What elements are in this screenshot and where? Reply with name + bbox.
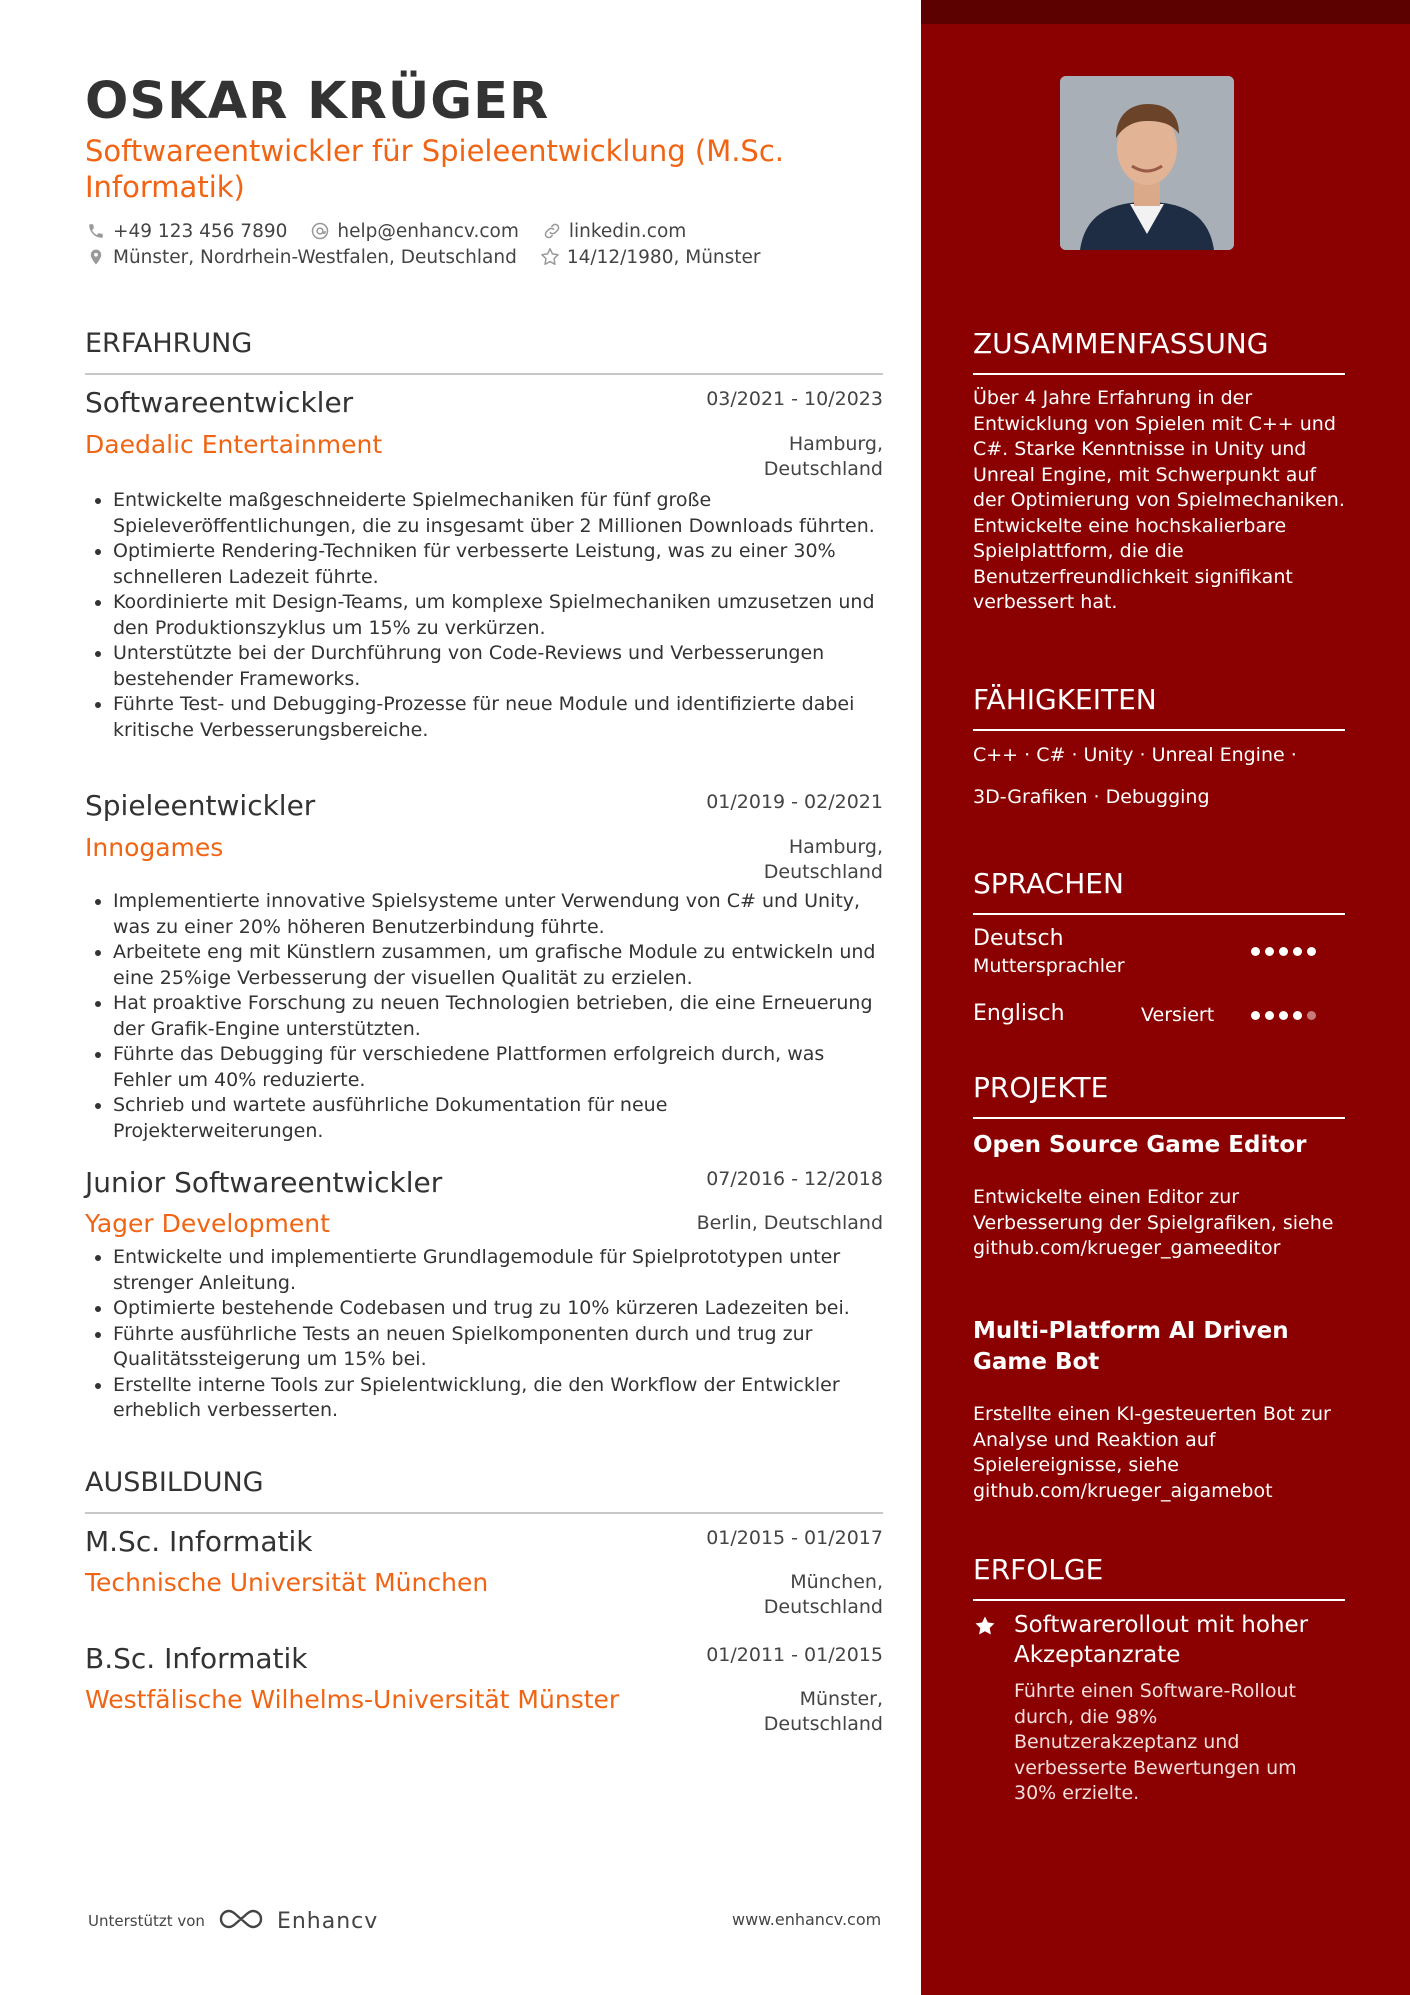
profile-photo [1060, 76, 1234, 250]
degree: M.Sc. Informatik [85, 1525, 313, 1558]
star-outline-icon [539, 246, 561, 268]
bullet: • Unterstützte bei der Durchführung von Code-Reviews und Verbesserungen bestehender Frameworks. [113, 641, 883, 692]
education-date: 01/2011 - 01/2015 [706, 1644, 883, 1666]
language-level: Versiert [1141, 1004, 1215, 1026]
job-date: 07/2016 - 12/2018 [706, 1168, 883, 1190]
rating-dot [1307, 947, 1316, 956]
job-company: Daedalic Entertainment [85, 430, 383, 459]
bullet: • Führte das Debugging für verschiedene Plattformen erfolgreich durch, was Fehler um 40% reduzierte. [113, 1042, 883, 1093]
contact-row-2 [85, 246, 761, 268]
rating-dot [1251, 947, 1260, 956]
rating-dot [1265, 1011, 1274, 1020]
birth-text: 14/12/1980, Münster [566, 246, 761, 268]
at-icon [309, 220, 331, 242]
bullet: • Entwickelte und implementierte Grundlagemodule für Spielprototypen unter strenger Anleitung. [113, 1245, 883, 1296]
summary-text: Über 4 Jahre Erfahrung in der Entwicklung von Spielen mit C++ und C#. Starke Kenntnisse in Unity und Unreal Engine, mit Schwerpunkt auf der Optimierung von Spielmechaniken. Entwickelte eine hochskalierbare Spielplattform, die die Benutzerfreundlichkeit signifikant verbessert hat. [973, 387, 1345, 613]
bullet: • Hat proaktive Forschung zu neuen Technologien betrieben, die eine Erneuerung der Grafik-Engine unterstützten. [113, 991, 883, 1042]
website-text[interactable]: linkedin.com [568, 220, 687, 242]
bullet: • Koordinierte mit Design-Teams, um komplexe Spielmechaniken umzusetzen und den Produktionszyklus um 15% zu verkürzen. [113, 590, 883, 641]
summary-rule [973, 373, 1345, 375]
project-description: Entwickelte einen Editor zur Verbesserung der Spielgrafiken, siehe github.com/krueger_gameeditor [973, 1186, 1334, 1259]
rating-dot [1293, 947, 1302, 956]
bullet: • Optimierte bestehende Codebasen und trug zu 10% kürzeren Ladezeiten bei. [113, 1296, 883, 1322]
contact-row-1 [85, 220, 686, 242]
achievement-description: Führte einen Software-Rollout durch, die 98% Benutzerakzeptanz und verbesserte Bewertungen um 30% erzielte. [1014, 1680, 1297, 1804]
achievements-rule [973, 1599, 1345, 1601]
job-location: Hamburg, Deutschland [763, 836, 883, 883]
bullet: • Erstellte interne Tools zur Spielentwicklung, die den Workflow der Entwickler erheblich verbesserten. [113, 1373, 883, 1424]
language-name: Deutsch [973, 926, 1064, 951]
contact-email[interactable] [309, 220, 518, 242]
project-description: Erstellte einen KI-gesteuerten Bot zur Analyse und Reaktion auf Spielereignisse, siehe github.com/krueger_aigamebot [973, 1403, 1331, 1502]
bullet: • Arbeitete eng mit Künstlern zusammen, um grafische Module zu entwickeln und eine 25%ige Verbesserung der visuellen Qualität zu erzielen. [113, 940, 883, 991]
location-pin-icon [85, 246, 107, 268]
location-text: Münster, Nordrhein-Westfalen, Deutschland [113, 246, 517, 268]
experience-rule [85, 373, 883, 375]
job-location: Berlin, Deutschland [696, 1212, 883, 1234]
rating-dot-empty [1307, 1011, 1316, 1020]
experience-heading: ERFAHRUNG [85, 328, 253, 359]
language-name: Englisch [973, 1001, 1065, 1026]
education-location: Münster, Deutschland [763, 1688, 883, 1735]
contact-phone [85, 220, 287, 242]
powered-by-text: Unterstützt von [88, 1912, 205, 1930]
contact-location [85, 246, 517, 268]
project-title: Multi-Platform AI Driven Game Bot [973, 1318, 1289, 1375]
phone-icon [85, 220, 107, 242]
rating-dot [1251, 1011, 1260, 1020]
bullet: • Entwickelte maßgeschneiderte Spielmechaniken für fünf große Spieleveröffentlichungen, die zu insgesamt über 2 Millionen Downloads führten. [113, 488, 883, 539]
job-date: 03/2021 - 10/2023 [706, 388, 883, 410]
job-role: Junior Softwareentwickler [85, 1166, 443, 1199]
school: Westfälische Wilhelms-Universität Münster [85, 1685, 620, 1714]
job-role: Spieleentwickler [85, 789, 316, 822]
skills-line: C++ · C# · Unity · Unreal Engine · [973, 744, 1297, 766]
rating-dot [1279, 947, 1288, 956]
job-company: Innogames [85, 833, 224, 862]
bullet: • Implementierte innovative Spielsysteme unter Verwendung von C# und Unity, was zu einer 20% höheren Benutzerbindung führte. [113, 889, 883, 940]
project-title: Open Source Game Editor [973, 1132, 1307, 1158]
languages-heading: SPRACHEN [973, 867, 1124, 900]
contact-birth [539, 246, 761, 268]
candidate-name: OSKAR KRÜGER [85, 72, 550, 131]
bullet: • Optimierte Rendering-Techniken für verbesserte Leistung, was zu einer 30% schnelleren Ladezeit führte. [113, 539, 883, 590]
footer-url[interactable]: www.enhancv.com [732, 1910, 882, 1929]
job-location: Hamburg, Deutschland [763, 433, 883, 480]
email-text[interactable]: help@enhancv.com [337, 220, 519, 242]
enhancv-logo-icon [217, 1906, 265, 1936]
bullet: • Führte Test- und Debugging-Prozesse für neue Module und identifizierte dabei kritische Verbesserungsbereiche. [113, 692, 883, 743]
skills-rule [973, 729, 1345, 731]
link-icon [541, 220, 563, 242]
education-date: 01/2015 - 01/2017 [706, 1527, 883, 1549]
summary-heading: ZUSAMMENFASSUNG [973, 327, 1269, 360]
rating-dot [1293, 1011, 1302, 1020]
education-heading: AUSBILDUNG [85, 1467, 264, 1498]
education-rule [85, 1512, 883, 1514]
contact-website[interactable] [541, 220, 686, 242]
skills-list [973, 734, 1345, 818]
job-bullets [85, 889, 883, 1144]
skills-line: 3D-Grafiken · Debugging [973, 786, 1210, 808]
sidebar [921, 0, 1410, 1995]
projects-rule [973, 1117, 1345, 1119]
skills-heading: FÄHIGKEITEN [973, 683, 1157, 716]
job-company: Yager Development [85, 1209, 330, 1238]
rating-dot [1265, 947, 1274, 956]
projects-heading: PROJEKTE [973, 1071, 1109, 1104]
achievement-title: Softwarerollout mit hoher Akzeptanzrate [1014, 1612, 1309, 1668]
sidebar-top-bar [921, 0, 1410, 24]
language-rating [1251, 1011, 1316, 1020]
achievements-heading: ERFOLGE [973, 1553, 1104, 1586]
footer-brand: Enhancv [276, 1908, 379, 1934]
degree: B.Sc. Informatik [85, 1642, 308, 1675]
job-role: Softwareentwickler [85, 386, 354, 419]
candidate-title: Softwareentwickler für Spieleentwicklung (M.Sc. Informatik) [85, 134, 785, 204]
footer-powered-by[interactable] [88, 1906, 378, 1936]
job-date: 01/2019 - 02/2021 [706, 791, 883, 813]
job-bullets [85, 488, 883, 743]
languages-rule [973, 913, 1345, 915]
bullet: • Führte ausführliche Tests an neuen Spielkomponenten durch und trug zur Qualitätssteigerung um 15% bei. [113, 1322, 883, 1373]
school: Technische Universität München [85, 1568, 489, 1597]
job-bullets [85, 1245, 883, 1424]
education-location: München, Deutschland [763, 1571, 883, 1618]
rating-dot [1279, 1011, 1288, 1020]
phone-text: +49 123 456 7890 [113, 220, 288, 242]
bullet: • Schrieb und wartete ausführliche Dokumentation für neue Projekterweiterungen. [113, 1093, 883, 1144]
language-rating [1251, 947, 1316, 956]
language-level: Muttersprachler [973, 955, 1125, 977]
star-icon [973, 1614, 997, 1642]
